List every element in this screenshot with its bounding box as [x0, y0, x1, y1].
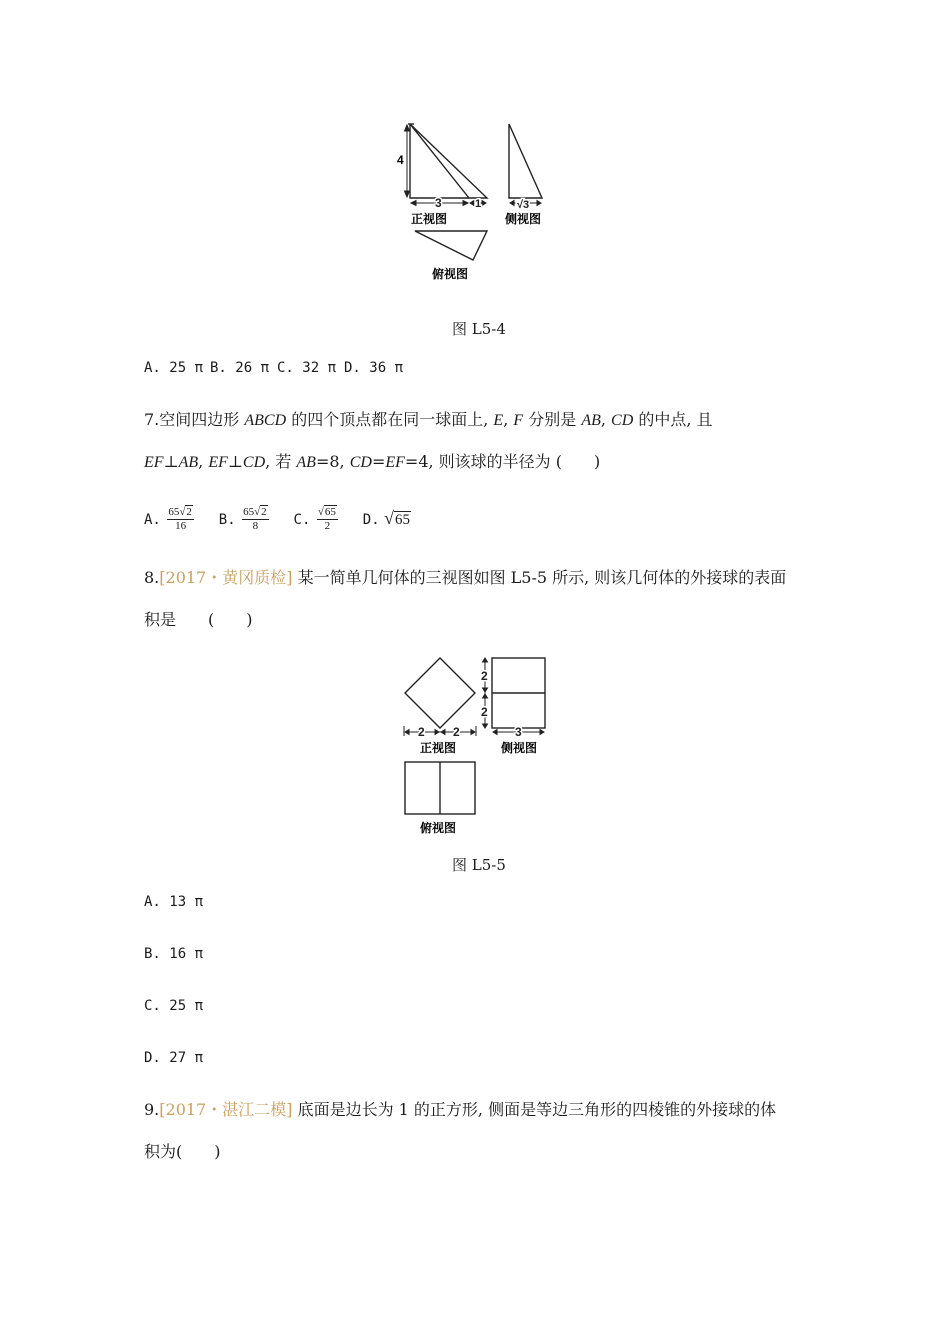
q7-stem-line1: 7.空间四边形 ABCD 的四个顶点都在同一球面上, E, F 分别是 AB, CD 的中点, 且 [144, 410, 713, 429]
dim-side-depth: 3 [515, 725, 522, 739]
dim-front-w1: 2 [418, 725, 425, 739]
q6-option-b: B. 26 π [210, 360, 270, 376]
q8-stem-line2: 积是 ( ) [144, 610, 253, 629]
label-front-view: 正视图 [411, 212, 448, 226]
q7-stem-line2: EF⊥AB, EF⊥CD, 若 AB=8, CD=EF=4, 则该球的半径为 ( ) [144, 452, 601, 471]
side-view-triangle [509, 124, 542, 198]
q9-source: [2017・湛江二模] [159, 1100, 293, 1119]
dim-height: 4 [397, 153, 404, 167]
figure-l5-4 [395, 118, 565, 288]
q7-option-c: C. $\frac{√65}{2}$ [293, 506, 336, 532]
top-view-rectangle [405, 762, 475, 814]
front-view-triangle [408, 124, 487, 198]
label-top-view: 俯视图 [420, 821, 457, 835]
front-view-diamond [405, 658, 475, 728]
label-side-view: 侧视图 [501, 741, 538, 755]
label-top-view: 俯视图 [432, 267, 469, 281]
q6-option-a: A. 25 π [144, 360, 204, 376]
q8-stem-line1: 8.[2017・黄冈质检] 某一简单几何体的三视图如图 L5-5 所示, 则该几何体的外接球的表面 [144, 568, 787, 587]
q8-option-b: B. 16 π [144, 946, 204, 962]
figure-caption-l5-4: 图 L5-4 [452, 320, 506, 338]
dim-side-h2: 2 [481, 705, 488, 719]
top-view-triangle [415, 231, 487, 260]
dim-width: 3 [435, 196, 442, 210]
q9-stem-line2: 积为( ) [144, 1142, 221, 1161]
dim-x: 1 [475, 198, 482, 210]
q8-option-d: D. 27 π [144, 1050, 204, 1066]
label-side-view: 侧视图 [505, 212, 542, 226]
figure-l5-5 [395, 652, 565, 842]
q8-option-a: A. 13 π [144, 894, 204, 910]
q7-options [144, 506, 411, 533]
q7-option-d: D. √65 [362, 507, 410, 528]
q6-option-c: C. 32 π [277, 360, 337, 376]
label-front-view: 正视图 [420, 741, 457, 755]
figure-caption-l5-5: 图 L5-5 [452, 856, 506, 874]
q9-stem-line1: 9.[2017・湛江二模] 底面是边长为 1 的正方形, 侧面是等边三角形的四棱锥的外接球的体 [144, 1100, 777, 1119]
q8-source: [2017・黄冈质检] [159, 568, 293, 587]
dim-side-width: √3 [517, 199, 530, 211]
q7-option-b: B. $\frac{65√2}{8}$ [218, 506, 267, 532]
dim-front-w2: 2 [453, 725, 460, 739]
q8-option-c: C. 25 π [144, 998, 204, 1014]
q6-option-d: D. 36 π [344, 360, 404, 376]
dim-side-h1: 2 [481, 669, 488, 683]
side-view-rectangle [492, 658, 545, 728]
q7-option-a: A. $\frac{65√2}{16}$ [144, 506, 192, 532]
